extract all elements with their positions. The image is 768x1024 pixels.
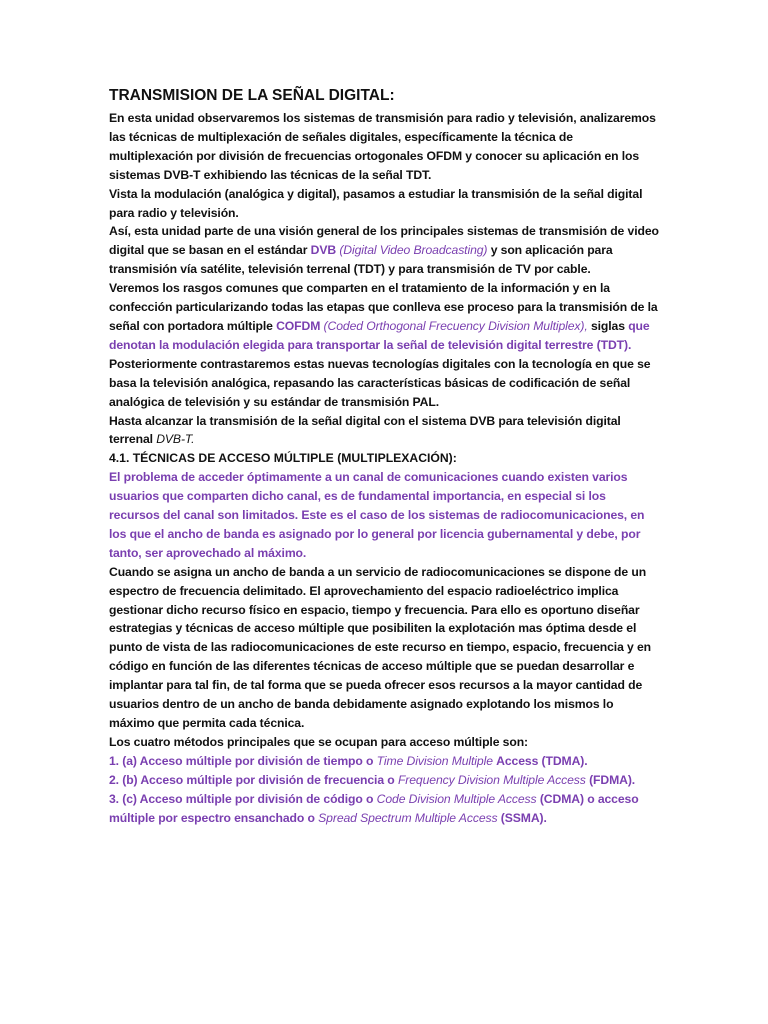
paragraph-intro: En esta unidad observaremos los sistemas de transmisión para radio y televisión, analizaremos las técnicas de multiplexación de señales digitales, específicamente la técnica de multiplexación por división de frecuencias ortogonales OFDM y conocer su aplicación en los sistemas DVB-T exhibiendo las técnicas de la señal TDT. (109, 111, 656, 182)
paragraph-bandwidth: Cuando se asigna un ancho de banda a un servicio de radiocomunicaciones se dispone de un espectro de frecuencia delimitado. El aprovechamiento del espacio radioeléctrico implica gestionar dicho recurso físico en espacio, tiempo y frecuencia. Para ello es oportuno diseñar estrategias y técnicas de acceso múltiple que posibiliten la explotación mas óptima desde el punto de vista de las radiocomunicaciones de este recurso en tiempo, espacio, frecuencia y en código en función de las diferentes técnicas de acceso múltiple que se puedan desarrollar e implantar para tal fin, de tal forma que se pueda ofrecer esos recursos a la mayor cantidad de usuarios dentro de un ancho de banda debidamente asignado explotando los mismos lo máximo que permita cada técnica. (109, 564, 652, 730)
text-span: 2. (b) Acceso múltiple por división de frecuencia o (109, 772, 398, 787)
text-span: 1. (a) Acceso múltiple por división de tiempo o (109, 753, 377, 768)
dvb-term: DVB (310, 243, 337, 258)
paragraph-modulation: Vista la modulación (analógica y digital), pasamos a estudiar la transmisión de la señal digital para radio y televisión. (109, 186, 643, 220)
text-span: Hasta alcanzar la transmisión de la señal digital con el sistema DVB para televisión digital terrenal (109, 413, 621, 447)
text-span: (FDMA). (585, 772, 636, 787)
text-span: (SSMA). (497, 810, 547, 825)
text-span: Code Division Multiple Access (376, 791, 537, 806)
dvbt-term: DVB-T. (156, 432, 195, 447)
text-span: Frequency Division Multiple Access (397, 772, 586, 787)
cofdm-term: COFDM (276, 318, 321, 333)
paragraph-analog: Posteriormente contrastaremos estas nuevas tecnologías digitales con la tecnología en que se basa la televisión analógica, repasando las características básicas de codificación de señal analógica de televisión y su estándar de transmisión PAL. (109, 356, 651, 409)
tdt-term: (TDT). (596, 337, 632, 352)
text-span: 3. (c) Acceso múltiple por división de código o (109, 791, 377, 806)
cofdm-expansion: (Coded Orthogonal Frecuency Division Multiplex), (320, 318, 588, 333)
text-span: Time Division Multiple (376, 753, 497, 768)
paragraph-dvbt (109, 412, 659, 450)
paragraph-dvb (109, 222, 659, 279)
text-span: Access (496, 753, 539, 768)
document-title: TRANSMISION DE LA SEÑAL DIGITAL: (109, 87, 395, 104)
text-span: (TDMA). (538, 753, 588, 768)
list-item-tdma (109, 752, 659, 771)
text-span: Spread Spectrum Multiple Access (318, 810, 498, 825)
paragraph-access-problem: El problema de acceder óptimamente a un canal de comunicaciones cuando existen varios usuarios que comparten dicho canal, es de fundamental importancia, en especial si los recursos del canal son limitados. Este es el caso de los sistemas de radiocomunicaciones, en los que el ancho de banda es asignado por lo general por licencia gubernamental y debe, por tanto, ser aprovechado al máximo. (109, 470, 645, 560)
section-heading: 4.1. TÉCNICAS DE ACCESO MÚLTIPLE (MULTIPLEXACIÓN): (109, 451, 457, 466)
text-span: y son aplicación para transmisión vía satélite, televisión terrenal (TDT) y para transmisión de TV por cable. (109, 243, 613, 277)
paragraph-methods-intro: Los cuatro métodos principales que se ocupan para acceso múltiple son: (109, 734, 528, 749)
paragraph-cofdm (109, 279, 659, 355)
text-span: que denotan la modulación elegida para transportar la señal de televisión digital terrestre (109, 318, 650, 352)
list-item-fdma (109, 771, 659, 790)
dvb-expansion: (Digital Video Broadcasting) (336, 243, 488, 258)
text-span: Así, esta unidad parte de una visión general de los principales sistemas de transmisión de video digital que se basan en el estándar (109, 224, 659, 258)
text-span: siglas (587, 318, 629, 333)
list-item-cdma (109, 790, 659, 828)
text-span: Veremos los rasgos comunes que comparten en el tratamiento de la información y en la confección particularizando todas las etapas que conlleva ese proceso para la transmisión de la señal con portadora múltiple (109, 281, 658, 333)
text-span: (CDMA) o acceso múltiple por espectro ensanchado o (109, 791, 639, 825)
document-page (109, 86, 659, 827)
